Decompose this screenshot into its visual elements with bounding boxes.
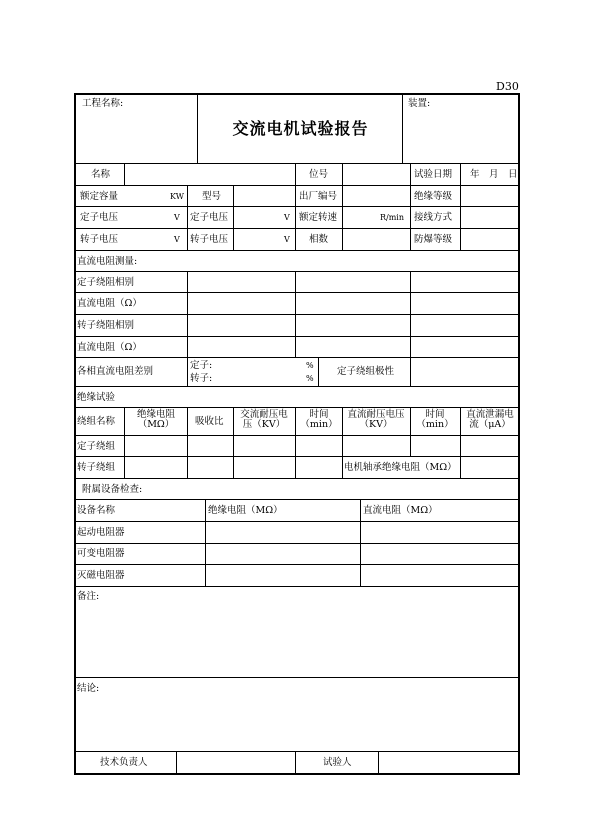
frame-top — [74, 93, 520, 95]
tester-label: 试验人 — [323, 757, 352, 768]
stator-phase-label: 定子绕阻相别 — [77, 277, 135, 288]
ac-withstand-header: 交流耐压电压（KV） — [240, 409, 288, 430]
insulation-resistance-header: 绝缘电阻（MΩ） — [136, 409, 175, 430]
rotor-diff-label: 转子: — [190, 373, 213, 384]
unit-kw: KW — [170, 192, 184, 201]
device-name-label: 设备名称 — [77, 505, 116, 516]
page-title: 交流电机试验报告 — [232, 119, 369, 138]
dc-resistance-label-2: 直流电阻（Ω） — [77, 342, 142, 353]
project-name-label: 工程名称: — [82, 98, 124, 109]
factory-number-label: 出厂编号 — [299, 191, 338, 202]
rated-capacity-label: 额定容量 — [80, 191, 119, 202]
explosion-class-label: 防爆等级 — [414, 234, 453, 245]
time-header: 时间（min） — [300, 409, 338, 430]
dc-resistance-section-label: 直流电阻测量: — [77, 256, 138, 267]
stator-diff-label: 定子: — [190, 360, 213, 371]
phase-diff-label: 各相直流电阻差别 — [77, 366, 154, 377]
frame-left — [74, 93, 76, 774]
accessory-dc-label: 直流电阻（MΩ） — [363, 505, 438, 516]
absorption-ratio-label: 吸收比 — [195, 416, 224, 427]
field-suppression-resistor-label: 灭磁电阻器 — [77, 570, 125, 581]
phase-count-label: 相数 — [309, 234, 329, 245]
winding-name-label: 绕组名称 — [77, 416, 116, 427]
dc-withstand-header: 直流耐压电压（KV） — [347, 409, 405, 430]
accessory-insulation-label: 绝缘电阻（MΩ） — [208, 505, 283, 516]
bearing-insulation-label: 电机轴承绝缘电阻（MΩ） — [344, 462, 457, 473]
accessory-section-label: 附属设备检查: — [82, 484, 143, 495]
device-label: 装置: — [408, 98, 431, 109]
stator-voltage-label-2: 定子电压 — [190, 212, 229, 223]
rotor-winding-label: 转子绕组 — [77, 462, 116, 473]
test-date-label: 试验日期 — [414, 169, 453, 180]
stator-winding-label: 定子绕组 — [77, 441, 116, 452]
starting-resistor-label: 起动电阻器 — [77, 527, 125, 538]
stator-polarity-label: 定子绕组极性 — [337, 366, 395, 377]
unit-v-2: V — [284, 213, 290, 222]
unit-v-4: V — [284, 235, 290, 244]
dc-resistance-label: 直流电阻（Ω） — [77, 298, 142, 309]
document-code: D30 — [496, 80, 519, 93]
insulation-class-label: 绝缘等级 — [414, 191, 453, 202]
rotor-phase-label: 转子绕阻相别 — [77, 320, 135, 331]
time-header-2: 时间（min） — [416, 409, 454, 430]
tech-lead-label: 技术负责人 — [100, 757, 148, 768]
insulation-section-label: 绝缘试验 — [77, 392, 116, 403]
percent-stator: % — [306, 361, 314, 370]
frame-right — [518, 93, 520, 774]
name-label: 名称 — [91, 169, 111, 180]
position-label: 位号 — [309, 169, 329, 180]
conclusion-label: 结论: — [77, 683, 100, 694]
unit-v: V — [174, 213, 180, 222]
model-label: 型号 — [202, 191, 222, 202]
dc-leakage-header: 直流泄漏电流（μA） — [466, 409, 514, 430]
rotor-voltage-label-2: 转子电压 — [190, 234, 229, 245]
unit-v-3: V — [174, 235, 180, 244]
notes-label: 备注: — [77, 591, 100, 602]
variable-resistor-label: 可变电阻器 — [77, 548, 125, 559]
frame-bottom — [74, 773, 520, 775]
connection-label: 接线方式 — [414, 212, 453, 223]
stator-voltage-label: 定子电压 — [80, 212, 119, 223]
percent-rotor: % — [306, 374, 314, 383]
date-format: 年 月 日 — [470, 169, 518, 180]
unit-rpm: R/min — [380, 213, 405, 222]
rated-speed-label: 额定转速 — [299, 212, 338, 223]
rotor-voltage-label: 转子电压 — [80, 234, 119, 245]
